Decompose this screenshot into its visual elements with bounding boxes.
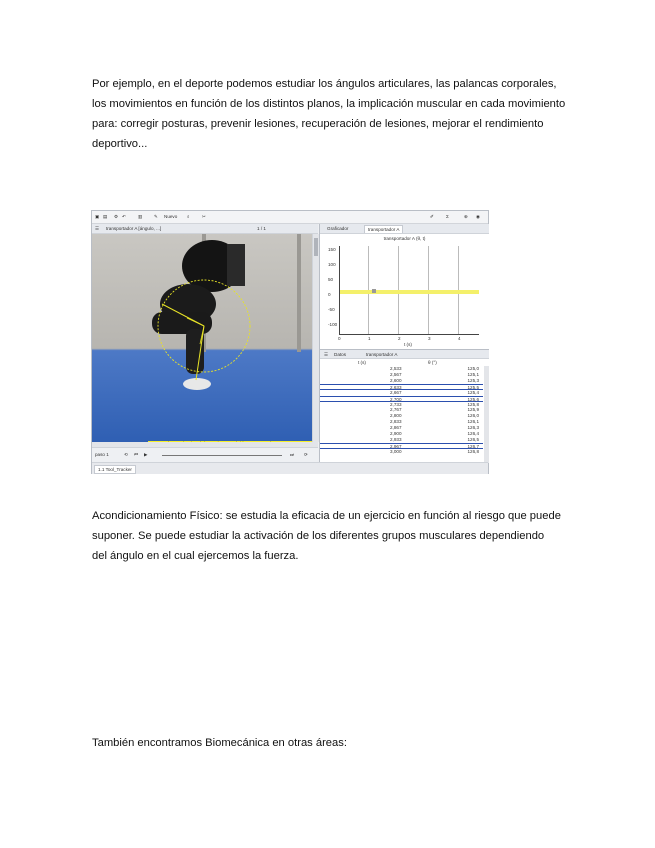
table-row[interactable]: 2,800 126,0 [390, 413, 479, 419]
y-tick: -100 [328, 322, 338, 327]
step-forward-icon[interactable]: ⏭ [290, 452, 295, 457]
x-axis [339, 334, 479, 335]
video-track-title[interactable]: transportador A [ángulo, ...] [106, 226, 162, 231]
table-row[interactable]: 2,567 125,1 [390, 371, 479, 377]
data-dropdown[interactable]: Datos [334, 352, 347, 357]
table-row[interactable]: 2,667 125,4 [390, 389, 479, 395]
file-tab[interactable]: 1.1 Tool_Tracker [94, 465, 136, 474]
table-header [320, 350, 489, 359]
help-icon[interactable]: ◉ [476, 214, 481, 219]
frame-slider[interactable] [162, 455, 282, 456]
play-icon[interactable]: ▶ [144, 452, 148, 457]
step-back-icon[interactable]: ⏮ [134, 452, 139, 457]
chart-icon[interactable]: ▥ [138, 214, 143, 219]
x-tick: 1 [368, 336, 371, 341]
save-icon[interactable]: ▤ [103, 214, 108, 219]
view-tabs [320, 224, 489, 234]
x-tick: 4 [458, 336, 461, 341]
athlete-shin [186, 329, 204, 374]
angle-plot[interactable] [320, 234, 489, 349]
table-scrollbar[interactable] [484, 366, 489, 463]
y-tick: 50 [328, 277, 334, 282]
table-row[interactable]: 2,633 125,5 [320, 384, 483, 390]
data-point[interactable] [372, 289, 376, 293]
table-row[interactable]: 2,867 126,3 [390, 425, 479, 431]
x-tick: 0 [338, 336, 341, 341]
table-row[interactable]: 2,733 125,8 [390, 401, 479, 407]
tracker-screenshot [91, 210, 489, 474]
video-frame[interactable] [92, 234, 312, 442]
pen-icon[interactable]: ✐ [430, 214, 434, 219]
column-headers [320, 359, 489, 366]
step-size[interactable]: paso 1 [95, 452, 109, 457]
x-tick: 2 [398, 336, 401, 341]
table-row[interactable]: 2,767 125,9 [390, 407, 479, 413]
app-toolbar [92, 211, 488, 224]
table-row[interactable]: 2,600 125,3 [390, 377, 479, 383]
table-row[interactable]: 2,533 125,0 [390, 366, 479, 371]
athlete-figure [92, 234, 312, 442]
y-tick: -50 [328, 307, 335, 312]
highlight-band [340, 290, 479, 294]
table-row[interactable]: 3,000 126,8 [390, 448, 479, 454]
barbell-plate-edge [227, 244, 245, 286]
magnify-icon[interactable]: ⌕ [187, 214, 190, 219]
sigma-icon[interactable]: Σ [446, 214, 449, 219]
video-vscroll[interactable] [312, 234, 319, 442]
player-controls [92, 447, 318, 462]
new-track-icon[interactable]: ✎ [154, 214, 158, 219]
zoom-icon[interactable]: ⊕ [464, 214, 468, 219]
table-row[interactable]: 2,900 126,4 [390, 431, 479, 437]
tab-plot[interactable]: Graficador [327, 226, 349, 231]
video-header [92, 224, 318, 234]
other-areas-paragraph: También encontramos Biomecánica en otras áreas: [92, 737, 347, 749]
new-button[interactable]: Nuevo [164, 214, 178, 219]
table-row[interactable]: 2,700 125,6 [320, 396, 483, 402]
undo-icon[interactable]: ↶ [122, 214, 126, 219]
tab-track[interactable]: transportador A [364, 225, 403, 233]
settings-icon[interactable]: ⚙ [114, 214, 119, 219]
y-tick: 150 [328, 247, 336, 252]
y-tick: 100 [328, 262, 336, 267]
data-table [320, 349, 489, 463]
y-tick: 0 [328, 292, 331, 297]
table-rows [320, 366, 483, 455]
table-row[interactable]: 2,833 126,1 [390, 419, 479, 425]
plot-title: transportador A (θ, t) [383, 236, 426, 241]
athlete-shoe [183, 378, 211, 390]
conditioning-paragraph: Acondicionamiento Físico: se estudia la eficacia de un ejercicio en función al riesgo que puede suponer. Se puede estudiar la activación de los diferentes grupos musculares dependiendo del ángulo en el cual ejercemos la fuerza. [92, 510, 561, 562]
table-row[interactable]: 2,967 126,7 [320, 443, 483, 449]
table-row[interactable]: 2,933 126,5 [390, 436, 479, 442]
x-axis-label: t (s) [404, 342, 412, 347]
loop-icon[interactable]: ⟳ [304, 452, 308, 457]
column-header-t[interactable]: t (s) [358, 360, 366, 365]
column-header-theta[interactable]: θ (°) [428, 360, 437, 365]
open-icon[interactable]: ▣ [95, 214, 100, 219]
bottom-tab-bar [92, 462, 488, 474]
intro-paragraph: Por ejemplo, en el deporte podemos estudiar los ángulos articulares, las palancas corporales, los movimientos en función de los distintos planos, la implicación muscular en cada movimiento para: corregir posturas, prevenir lesiones, recuperación de lesiones, mejorar el rendimiento deportivo... [92, 78, 566, 150]
video-menu-icon[interactable]: ☰ [95, 226, 100, 231]
right-panel [319, 224, 489, 462]
x-tick: 3 [428, 336, 431, 341]
reset-icon[interactable]: ⟲ [124, 452, 128, 457]
tool-icon[interactable]: ✂ [202, 214, 206, 219]
frame-counter: 1 / 1 [257, 226, 266, 231]
table-track-tab[interactable]: transportador A [366, 352, 398, 357]
table-menu-icon[interactable]: ☰ [324, 352, 329, 357]
